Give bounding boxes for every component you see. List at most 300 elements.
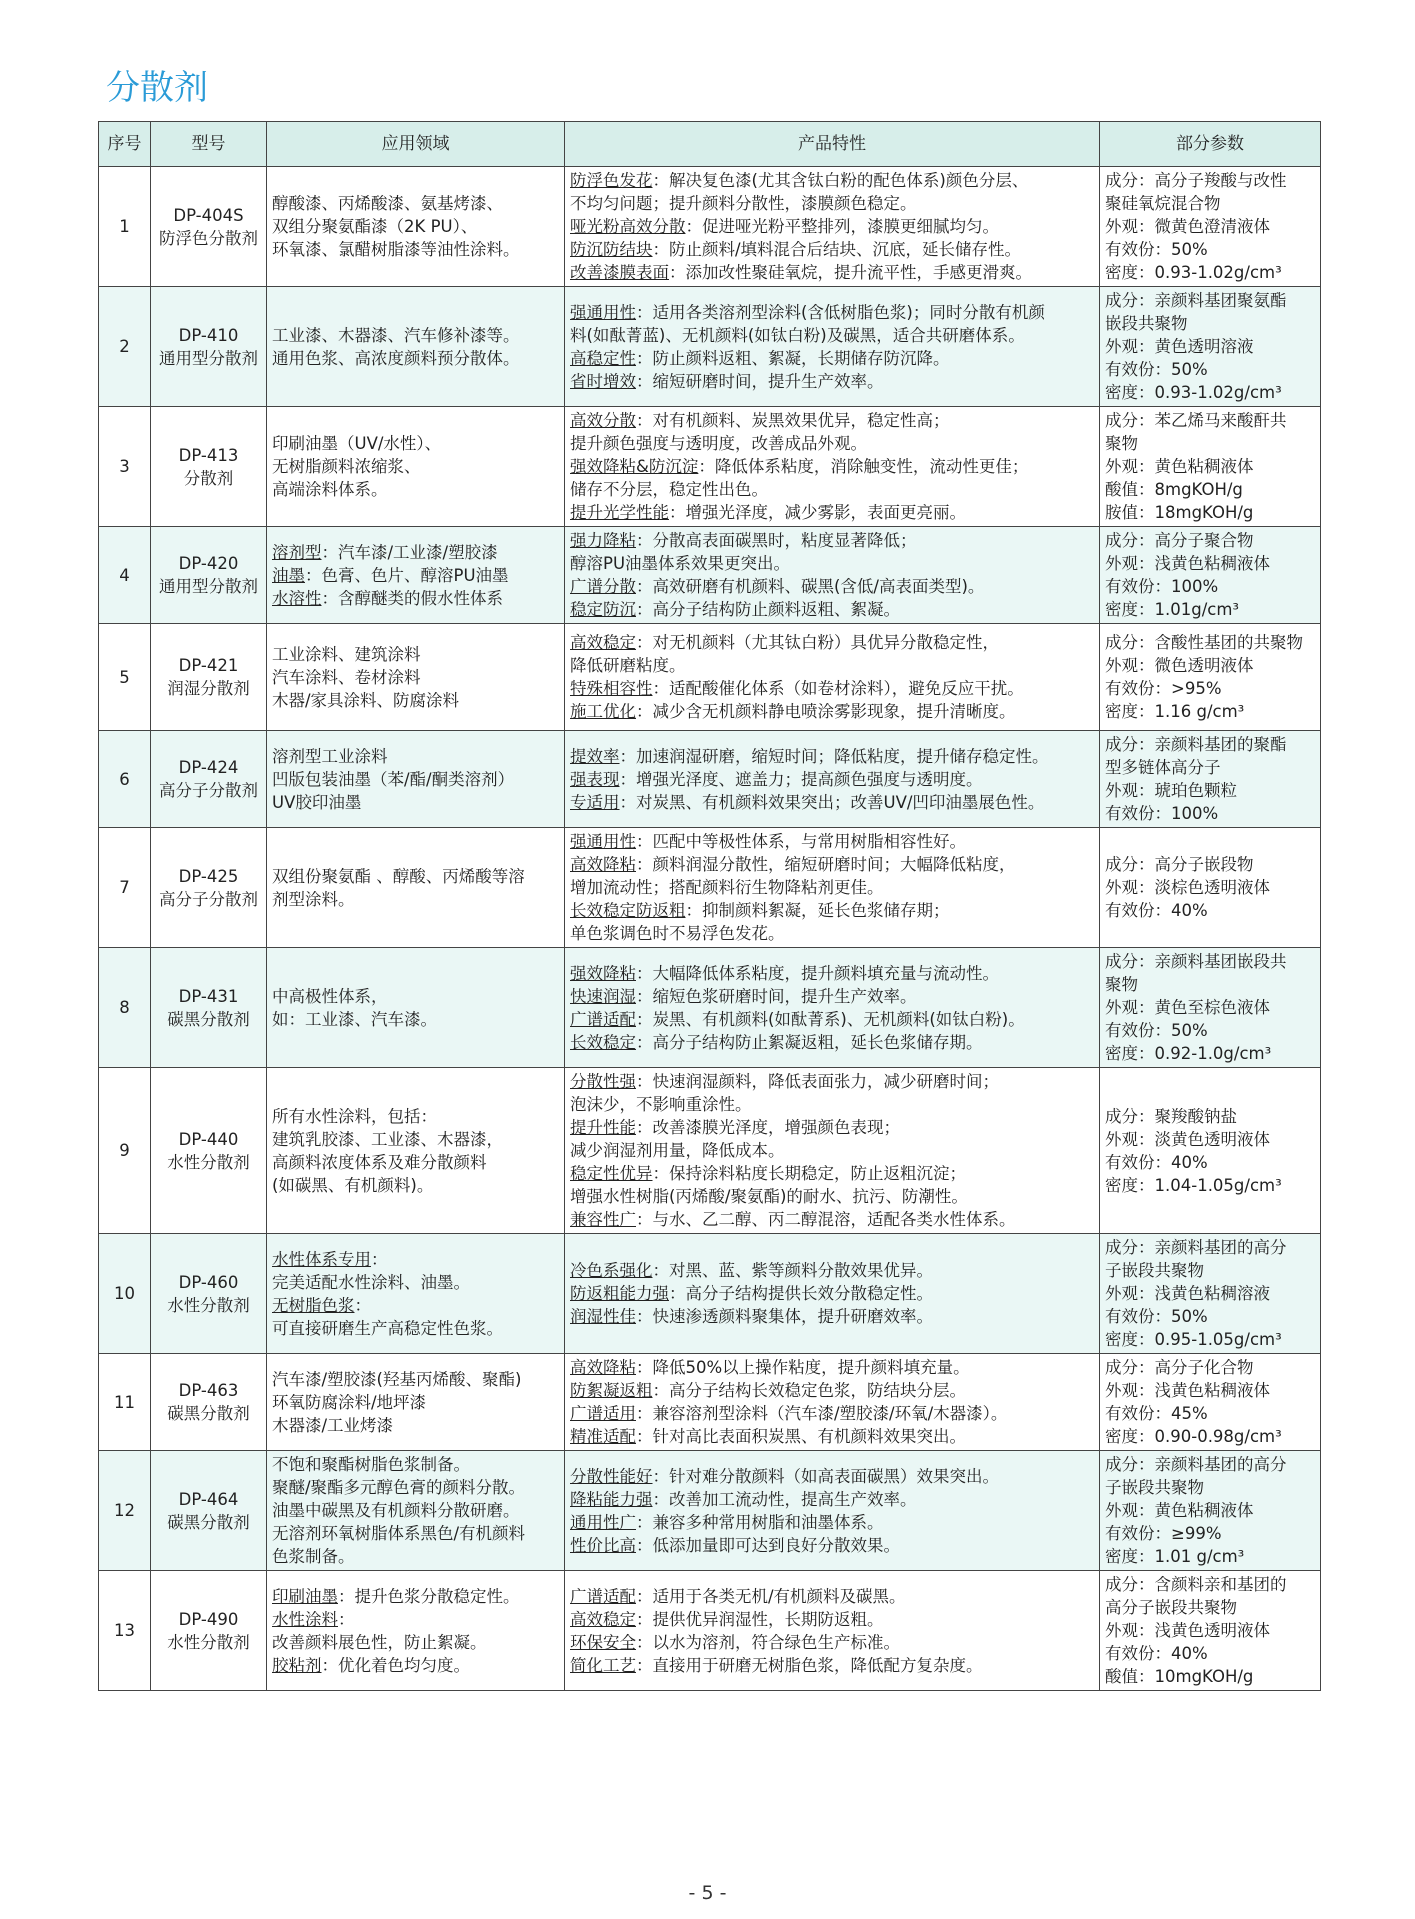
- param-line: 密度：0.92-1.0g/cm³: [1105, 1044, 1272, 1063]
- page-number: - 5 -: [688, 1882, 727, 1904]
- line-text: 无溶剂环氧树脂体系黑色/有机颜料: [272, 1524, 526, 1543]
- feature-keyword: 高稳定性: [570, 348, 636, 368]
- cell-application: [267, 1234, 565, 1354]
- feature-keyword: 省时增效: [570, 371, 636, 391]
- line-text: 改善颜料展色性，防止絮凝。: [272, 1632, 487, 1652]
- application-line: [272, 1499, 559, 1522]
- application-line: [272, 455, 559, 478]
- feature-line: [570, 1379, 1094, 1402]
- line-text: ：针对难分散颜料（如高表面碳黑）效果突出。: [652, 1466, 999, 1486]
- line-text: 储存不分层，稳定性出色。: [570, 480, 768, 499]
- line-text: 降低研磨粘度。: [570, 656, 686, 675]
- param-line: 成分：聚羧酸钠盐: [1105, 1106, 1237, 1126]
- application-line: [272, 666, 559, 689]
- feature-line: [570, 631, 1094, 654]
- application-line: [272, 215, 559, 238]
- cell-params: [1100, 948, 1321, 1068]
- feature-line: [570, 1488, 1094, 1511]
- param-line: 外观：琥珀色颗粒: [1105, 781, 1237, 800]
- line-text: 工业涂料、建筑涂料: [272, 644, 421, 664]
- cell-model: [151, 624, 267, 731]
- cell-application: [267, 527, 565, 624]
- application-line: [272, 1368, 559, 1391]
- feature-line: [570, 1585, 1094, 1608]
- line-text: 剂型涂料。: [272, 889, 355, 909]
- feature-keyword: 防絮凝返粗: [570, 1381, 653, 1400]
- feature-keyword: 分散性能好: [570, 1466, 653, 1486]
- feature-line: [570, 745, 1094, 768]
- line-text: ：防止颜料返粗、絮凝，长期储存防沉降。: [636, 348, 950, 368]
- cell-features: [565, 828, 1100, 948]
- line-text: 印刷油墨（UV/水性）、: [272, 434, 442, 453]
- param-line: 子嵌段共聚物: [1105, 1478, 1204, 1497]
- line-text: ：对无机颜料（尤其钛白粉）具优异分散稳定性，: [636, 633, 999, 652]
- feature-keyword: 润湿性佳: [570, 1307, 636, 1326]
- application-line: [272, 888, 559, 911]
- model-name: 碳黑分散剂: [167, 1009, 250, 1029]
- cell-model: [151, 828, 267, 948]
- param-line: 外观：浅黄色粘稠液体: [1105, 1381, 1270, 1400]
- cell-application: [267, 731, 565, 828]
- feature-line: [570, 654, 1094, 677]
- line-text: 完美适配水性涂料、油墨。: [272, 1272, 470, 1292]
- line-text: ：减少含无机颜料静电喷涂雾影现象，提升清晰度。: [636, 702, 1016, 721]
- feature-line: [570, 455, 1094, 478]
- feature-line: [570, 791, 1094, 814]
- feature-keyword: 长效稳定: [570, 1032, 636, 1052]
- param-line: 有效份：100%: [1105, 577, 1219, 596]
- cell-application: [267, 167, 565, 287]
- table-row: [99, 167, 1321, 287]
- param-line: 成分：亲颜料基团的高分: [1105, 1455, 1287, 1474]
- line-text: ：提升色浆分散稳定性。: [338, 1586, 520, 1606]
- application-line: [272, 432, 559, 455]
- param-line: 外观：微黄色澄清液体: [1105, 217, 1270, 236]
- line-text: 高端涂料体系。: [272, 480, 388, 499]
- cell-params: [1100, 407, 1321, 527]
- feature-line: [570, 1608, 1094, 1631]
- cell-application: [267, 407, 565, 527]
- feature-line: [570, 598, 1094, 621]
- column-header-no: 序号: [99, 122, 151, 167]
- param-line: 有效份：100%: [1105, 804, 1219, 823]
- line-text: 汽车漆/塑胶漆(羟基丙烯酸、聚酯): [272, 1369, 522, 1389]
- model-code: DP-420: [178, 554, 239, 573]
- application-line: [272, 324, 559, 347]
- param-line: 密度：0.93-1.02g/cm³: [1105, 383, 1282, 402]
- model-code: DP-464: [178, 1489, 239, 1509]
- model-code: DP-463: [178, 1381, 239, 1400]
- line-text: 可直接研磨生产高稳定性色浆。: [272, 1318, 503, 1338]
- param-line: 成分：高分子羧酸与改性: [1105, 171, 1287, 190]
- feature-line: [570, 922, 1094, 945]
- line-text: ：颜料润湿分散性，缩短研磨时间；大幅降低粘度，: [636, 855, 1016, 874]
- feature-keyword: 水性涂料: [272, 1609, 338, 1629]
- line-text: 醇溶PU油墨体系效果更突出。: [570, 554, 791, 573]
- line-text: ：高效研磨有机颜料、碳黑(含低/高表面类型)。: [636, 577, 985, 596]
- line-text: 提升颜色强度与透明度，改善成品外观。: [570, 434, 867, 453]
- cell-features: [565, 624, 1100, 731]
- feature-line: [570, 1093, 1094, 1116]
- line-text: ：缩短色浆研磨时间，提升生产效率。: [636, 986, 917, 1006]
- feature-line: [570, 1162, 1094, 1185]
- line-text: ：与水、乙二醇、丙二醇混溶，适配各类水性体系。: [636, 1210, 1016, 1229]
- application-line: [272, 478, 559, 501]
- cell-params: [1100, 1451, 1321, 1571]
- param-line: 成分：含颜料亲和基团的: [1105, 1575, 1287, 1594]
- cell-application: [267, 624, 565, 731]
- line-text: 环氧漆、氯醋树脂漆等油性涂料。: [272, 240, 520, 259]
- application-line: [272, 1151, 559, 1174]
- model-code: DP-421: [178, 656, 239, 675]
- param-line: 子嵌段共聚物: [1105, 1261, 1204, 1280]
- feature-keyword: 溶剂型: [272, 542, 322, 562]
- param-line: 有效份：40%: [1105, 901, 1208, 920]
- param-line: 嵌段共聚物: [1105, 314, 1188, 333]
- column-header-application: 应用领域: [267, 122, 565, 167]
- param-line: 有效份：45%: [1105, 1404, 1208, 1423]
- cell-no: 10: [99, 1234, 151, 1354]
- line-text: ：提供优异润湿性，长期防返粗。: [636, 1609, 884, 1629]
- param-line: 密度：1.16 g/cm³: [1105, 702, 1245, 721]
- cell-application: [267, 1354, 565, 1451]
- param-line: 聚物: [1105, 434, 1138, 453]
- cell-no: 13: [99, 1571, 151, 1691]
- param-line: 有效份：50%: [1105, 1307, 1208, 1326]
- line-text: ：对有机颜料、炭黑效果优异，稳定性高；: [636, 411, 950, 430]
- feature-line: [570, 1631, 1094, 1654]
- cell-application: [267, 948, 565, 1068]
- line-text: 减少润湿剂用量，降低成本。: [570, 1141, 785, 1160]
- line-text: 不均匀问题；提升颜料分散性，漆膜颜色稳定。: [570, 194, 917, 213]
- table-row: [99, 1234, 1321, 1354]
- param-line: 成分：高分子聚合物: [1105, 531, 1254, 550]
- param-line: 胺值：18mgKOH/g: [1105, 503, 1254, 522]
- feature-line: [570, 552, 1094, 575]
- line-text: 聚醚/聚酯多元醇色膏的颜料分散。: [272, 1478, 526, 1497]
- param-line: 外观：淡棕色透明液体: [1105, 878, 1270, 897]
- param-line: 有效份：40%: [1105, 1644, 1208, 1663]
- param-line: 有效份：50%: [1105, 360, 1208, 379]
- line-text: 高颜料浓度体系及难分散颜料: [272, 1152, 487, 1172]
- line-text: ：色膏、色片、醇溶PU油墨: [305, 565, 509, 585]
- line-text: ：适用各类溶剂型涂料(含低树脂色浆)；同时分散有机颜: [636, 302, 1045, 322]
- feature-keyword: 高效降粘: [570, 855, 636, 874]
- feature-keyword: 分散性强: [570, 1072, 636, 1091]
- feature-line: [570, 238, 1094, 261]
- feature-keyword: 长效稳定防返粗: [570, 901, 686, 920]
- line-text: ：高分子结构防止絮凝返粗，延长色浆储存期。: [636, 1032, 983, 1052]
- param-line: 成分：亲颜料基团的聚酯: [1105, 735, 1287, 754]
- application-line: [272, 1294, 559, 1317]
- line-text: 油墨中碳黑及有机颜料分散研磨。: [272, 1501, 520, 1520]
- feature-keyword: 快速润湿: [570, 986, 636, 1006]
- application-line: [272, 1174, 559, 1197]
- table-row: [99, 1451, 1321, 1571]
- application-line: [272, 745, 559, 768]
- feature-line: [570, 1356, 1094, 1379]
- feature-keyword: 水性体系专用: [272, 1249, 371, 1269]
- feature-line: [570, 432, 1094, 455]
- feature-keyword: 无树脂色浆: [272, 1295, 355, 1315]
- param-line: 有效份：50%: [1105, 240, 1208, 259]
- param-line: 密度：1.01g/cm³: [1105, 600, 1240, 619]
- feature-keyword: 专适用: [570, 792, 620, 812]
- param-line: 成分：含酸性基团的共聚物: [1105, 633, 1303, 652]
- line-text: ：低添加量即可达到良好分散效果。: [636, 1535, 900, 1555]
- line-text: 泡沫少，不影响重涂性。: [570, 1095, 752, 1114]
- model-code: DP-425: [178, 866, 239, 886]
- cell-model: [151, 1451, 267, 1571]
- cell-params: [1100, 287, 1321, 407]
- cell-params: [1100, 527, 1321, 624]
- param-line: 聚硅氧烷混合物: [1105, 194, 1221, 213]
- cell-no: 11: [99, 1354, 151, 1451]
- line-text: ：保持涂料粘度长期稳定，防止返粗沉淀；: [652, 1164, 966, 1183]
- line-text: ：: [338, 1609, 355, 1629]
- table-row: [99, 407, 1321, 527]
- line-text: 醇酸漆、丙烯酸漆、氨基烤漆、: [272, 194, 503, 213]
- feature-keyword: 提升性能: [570, 1118, 636, 1137]
- param-line: 成分：亲颜料基团聚氨酯: [1105, 291, 1287, 310]
- feature-line: [570, 1305, 1094, 1328]
- line-text: ：以水为溶剂，符合绿色生产标准。: [636, 1632, 900, 1652]
- param-line: 外观：浅黄色粘稠溶液: [1105, 1284, 1270, 1303]
- feature-keyword: 强通用性: [570, 832, 636, 851]
- cell-no: 2: [99, 287, 151, 407]
- page-title: 分散剂: [106, 68, 208, 108]
- line-text: 汽车涂料、卷材涂料: [272, 667, 421, 687]
- model-code: DP-404S: [173, 205, 244, 225]
- feature-keyword: 广谱适配: [570, 1586, 636, 1606]
- feature-line: [570, 677, 1094, 700]
- param-line: 成分：亲颜料基团的高分: [1105, 1238, 1287, 1257]
- application-line: [272, 1248, 559, 1271]
- line-text: ：降低体系粘度，消除触变性，流动性更佳；: [698, 457, 1029, 476]
- application-line: [272, 1008, 559, 1031]
- feature-line: [570, 215, 1094, 238]
- column-header-features: 产品特性: [565, 122, 1100, 167]
- application-line: [272, 1631, 559, 1654]
- feature-keyword: 广谱适配: [570, 1009, 636, 1029]
- line-text: 色浆制备。: [272, 1547, 355, 1566]
- line-text: ：缩短研磨时间，提升生产效率。: [636, 371, 884, 391]
- application-line: [272, 192, 559, 215]
- model-name: 分散剂: [183, 468, 234, 488]
- feature-keyword: 提升光学性能: [570, 503, 669, 522]
- line-text: 所有水性涂料，包括：: [272, 1106, 437, 1126]
- model-name: 碳黑分散剂: [167, 1404, 250, 1423]
- line-text: 增加流动性；搭配颜料衍生物降粘剂更佳。: [570, 878, 884, 897]
- feature-line: [570, 962, 1094, 985]
- feature-line: [570, 1534, 1094, 1557]
- cell-features: [565, 1571, 1100, 1691]
- model-code: DP-460: [178, 1272, 239, 1292]
- line-text: 增强水性树脂(丙烯酸/聚氨酯)的耐水、抗污、防潮性。: [570, 1187, 968, 1206]
- feature-line: [570, 1425, 1094, 1448]
- cell-params: [1100, 624, 1321, 731]
- feature-keyword: 强通用性: [570, 302, 636, 322]
- cell-features: [565, 287, 1100, 407]
- table-row: [99, 948, 1321, 1068]
- cell-application: [267, 1451, 565, 1571]
- feature-keyword: 防沉防结块: [570, 240, 653, 259]
- application-line: [272, 1453, 559, 1476]
- table-row: [99, 1068, 1321, 1234]
- param-line: 高分子嵌段共聚物: [1105, 1598, 1237, 1617]
- param-line: 聚物: [1105, 975, 1138, 994]
- line-text: ：兼容溶剂型涂料（汽车漆/塑胶漆/环氧/木器漆）。: [636, 1404, 1008, 1423]
- line-text: ：炭黑、有机颜料(如酞菁系)、无机颜料(如钛白粉)。: [636, 1009, 1025, 1029]
- feature-keyword: 施工优化: [570, 702, 636, 721]
- feature-keyword: 高效分散: [570, 411, 636, 430]
- line-text: ：改善加工流动性，提高生产效率。: [652, 1489, 917, 1509]
- feature-keyword: 稳定防沉: [570, 600, 636, 619]
- feature-line: [570, 1008, 1094, 1031]
- line-text: ：快速润湿颜料，降低表面张力，减少研磨时间；: [636, 1072, 999, 1091]
- param-line: 有效份：40%: [1105, 1152, 1208, 1172]
- feature-line: [570, 1282, 1094, 1305]
- param-line: 外观：黄色粘稠液体: [1105, 457, 1254, 476]
- cell-no: 8: [99, 948, 151, 1068]
- line-text: 通用色浆、高浓度颜料预分散体。: [272, 348, 520, 368]
- line-text: 单色浆调色时不易浮色发花。: [570, 924, 785, 943]
- param-line: 成分：苯乙烯马来酸酐共: [1105, 411, 1287, 430]
- line-text: ：降低50%以上操作粘度，提升颜料填充量。: [636, 1358, 970, 1377]
- feature-keyword: 防返粗能力强: [570, 1284, 669, 1303]
- line-text: ：添加改性聚硅氧烷，提升流平性，手感更滑爽。: [669, 263, 1032, 282]
- cell-no: 7: [99, 828, 151, 948]
- feature-keyword: 冷色系强化: [570, 1261, 653, 1280]
- feature-keyword: 防浮色发花: [570, 171, 653, 190]
- line-text: 料(如酞菁蓝)、无机颜料(如钛白粉)及碳黑，适合共研磨体系。: [570, 325, 1025, 345]
- cell-application: [267, 1068, 565, 1234]
- line-text: ：汽车漆/工业漆/塑胶漆: [321, 542, 498, 562]
- cell-no: 3: [99, 407, 151, 527]
- feature-keyword: 水溶性: [272, 588, 322, 608]
- feature-line: [570, 1511, 1094, 1534]
- cell-params: [1100, 731, 1321, 828]
- feature-line: [570, 370, 1094, 393]
- param-line: 密度：1.01 g/cm³: [1105, 1547, 1245, 1566]
- line-text: 溶剂型工业涂料: [272, 746, 388, 766]
- line-text: ：解决复色漆(尤其含钛白粉的配色体系)颜色分层、: [652, 171, 1029, 190]
- line-text: ：抑制颜料絮凝，延长色浆储存期；: [685, 901, 950, 920]
- application-line: [272, 1105, 559, 1128]
- cell-model: [151, 948, 267, 1068]
- cell-params: [1100, 1571, 1321, 1691]
- application-line: [272, 985, 559, 1008]
- param-line: 外观：浅黄色透明液体: [1105, 1621, 1270, 1640]
- line-text: ：优化着色均匀度。: [321, 1655, 470, 1675]
- param-line: 密度：0.90-0.98g/cm³: [1105, 1427, 1282, 1446]
- model-code: DP-413: [178, 445, 239, 465]
- feature-line: [570, 1185, 1094, 1208]
- line-text: 无树脂颜料浓缩浆、: [272, 457, 421, 476]
- cell-params: [1100, 1354, 1321, 1451]
- cell-no: 4: [99, 527, 151, 624]
- feature-line: [570, 1465, 1094, 1488]
- column-header-params: 部分参数: [1100, 122, 1321, 167]
- feature-keyword: 稳定性优异: [570, 1164, 653, 1183]
- model-name: 碳黑分散剂: [167, 1512, 250, 1532]
- feature-line: [570, 324, 1094, 347]
- feature-keyword: 哑光粉高效分散: [570, 217, 686, 236]
- cell-features: [565, 1234, 1100, 1354]
- param-line: 型多链体高分子: [1105, 758, 1221, 777]
- feature-keyword: 高效降粘: [570, 1358, 636, 1377]
- cell-features: [565, 1451, 1100, 1571]
- cell-application: [267, 828, 565, 948]
- feature-keyword: 环保安全: [570, 1632, 636, 1652]
- line-text: 工业漆、木器漆、汽车修补漆等。: [272, 325, 520, 345]
- feature-line: [570, 192, 1094, 215]
- feature-line: [570, 876, 1094, 899]
- param-line: 外观：黄色透明溶液: [1105, 337, 1254, 356]
- table-body: [99, 167, 1321, 1691]
- application-line: [272, 1545, 559, 1568]
- param-line: 外观：黄色粘稠液体: [1105, 1501, 1254, 1520]
- feature-keyword: 高效稳定: [570, 1609, 636, 1629]
- application-line: [272, 643, 559, 666]
- cell-features: [565, 948, 1100, 1068]
- column-header-model: 型号: [151, 122, 267, 167]
- feature-keyword: 高效稳定: [570, 633, 636, 652]
- application-line: [272, 541, 559, 564]
- feature-line: [570, 700, 1094, 723]
- line-text: 双组分聚氨酯漆（2K PU）、: [272, 217, 478, 236]
- feature-keyword: 广谱适用: [570, 1404, 636, 1423]
- line-text: (如碳黑、有机颜料)。: [272, 1175, 434, 1195]
- table-row: [99, 731, 1321, 828]
- cell-no: 5: [99, 624, 151, 731]
- param-line: 密度：1.04-1.05g/cm³: [1105, 1175, 1282, 1195]
- line-text: 不饱和聚酯树脂色浆制备。: [272, 1455, 470, 1474]
- line-text: ：: [371, 1249, 388, 1269]
- line-text: ：促进哑光粉平整排列，漆膜更细腻均匀。: [685, 217, 999, 236]
- feature-keyword: 通用性广: [570, 1512, 636, 1532]
- application-line: [272, 1391, 559, 1414]
- model-name: 通用型分散剂: [159, 348, 258, 368]
- cell-no: 12: [99, 1451, 151, 1571]
- application-line: [272, 1476, 559, 1499]
- feature-keyword: 印刷油墨: [272, 1586, 338, 1606]
- line-text: ：含醇醚类的假水性体系: [321, 588, 503, 608]
- feature-keyword: 精准适配: [570, 1427, 636, 1446]
- param-line: 酸值：8mgKOH/g: [1105, 480, 1243, 499]
- cell-features: [565, 527, 1100, 624]
- feature-line: [570, 1402, 1094, 1425]
- model-name: 通用型分散剂: [159, 577, 258, 596]
- feature-line: [570, 1070, 1094, 1093]
- application-line: [272, 1271, 559, 1294]
- application-line: [272, 1654, 559, 1677]
- model-name: 防浮色分散剂: [159, 228, 258, 248]
- feature-line: [570, 1654, 1094, 1677]
- cell-features: [565, 731, 1100, 828]
- line-text: ：: [354, 1295, 371, 1315]
- param-line: 有效份：≥99%: [1105, 1524, 1222, 1543]
- feature-line: [570, 985, 1094, 1008]
- feature-keyword: 胶粘剂: [272, 1655, 322, 1675]
- application-line: [272, 587, 559, 610]
- line-text: ：加速润湿研磨，缩短时间；降低粘度，提升储存稳定性。: [619, 746, 1049, 766]
- param-line: 外观：黄色至棕色液体: [1105, 998, 1270, 1017]
- line-text: 如：工业漆、汽车漆。: [272, 1009, 437, 1029]
- line-text: ：大幅降低体系粘度，提升颜料填充量与流动性。: [636, 963, 999, 983]
- feature-keyword: 特殊相容性: [570, 679, 653, 698]
- model-code: DP-490: [178, 1609, 239, 1629]
